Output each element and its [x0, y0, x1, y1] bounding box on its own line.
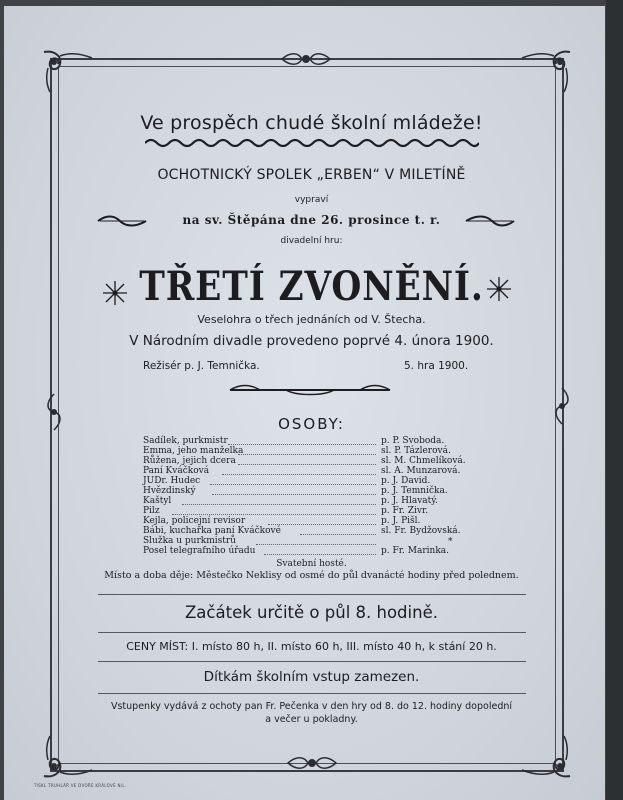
dotted-leader [238, 464, 376, 465]
role-name: Kaštyl [143, 496, 172, 506]
play-label: divadelní hru: [280, 236, 343, 246]
corner-ornament-icon [518, 734, 574, 780]
scroll-divider-icon [226, 382, 394, 398]
actor-name: sl. Fr. Bydžovská. [381, 526, 461, 536]
actor-name: * [448, 537, 453, 547]
bottom-center-ornament-icon [284, 754, 340, 772]
actor-name: p. Fr. Zivr. [381, 506, 429, 516]
divider-line [98, 693, 526, 694]
actor-name: sl. P. Tázlerová. [381, 446, 451, 456]
corner-ornament-icon [40, 734, 96, 780]
actor-name: p. Fr. Marinka. [381, 546, 450, 556]
role-name: Kejla, policejní revisor [143, 516, 246, 526]
cast-heading: OSOBY: [278, 415, 345, 433]
presents-label: vypraví [294, 195, 329, 205]
dotted-leader [172, 514, 376, 515]
start-time: Začátek určitě o půl 8. hodině. [185, 603, 438, 622]
actor-name: p. J. David. [381, 476, 431, 486]
role-name: Služka u purkmistrů [143, 536, 236, 546]
actor-name: p. P. Svoboda. [381, 436, 445, 446]
role-name: Emma, jeho manželka [143, 446, 244, 456]
role-name: Bábi, kuchařka paní Kváčkové [143, 526, 281, 536]
play-subtitle: Veselohra o třech jednáních od V. Štecha. [197, 313, 426, 326]
dotted-leader [210, 484, 376, 485]
dotted-leader [264, 554, 376, 555]
role-name: Pilz [143, 506, 160, 516]
guests-note: Svatební hosté. [276, 559, 347, 569]
dotted-leader [268, 524, 376, 525]
divider-line [98, 632, 526, 633]
actor-name: sl. M. Chmelíková. [381, 456, 466, 466]
printer-imprint: TISKL TRUHLÁŘ VE DVOŘE KRÁLOVÉ N/L. [34, 783, 127, 788]
actor-name: p. J. Temnička. [381, 486, 448, 496]
dotted-leader [182, 504, 376, 505]
actor-name: sl. A. Munzarová. [381, 466, 461, 476]
tickets-info-line-2: a večer u pokladny. [265, 714, 358, 725]
tickets-info-line-1: Vstupenky vydává z ochoty pan Fr. Pečenka v den hry od 8. do 12. hodiny dopolední [110, 701, 513, 712]
premiere-note: V Národním divadle provedeno poprvé 4. února 1900. [129, 333, 494, 349]
actor-name: p. J. Pišl. [381, 516, 421, 526]
dotted-leader [300, 534, 376, 535]
role-name: Růžena, jejich dcera [143, 456, 236, 466]
dotted-leader [228, 444, 376, 445]
play-number: 5. hra 1900. [404, 360, 469, 372]
corner-ornament-icon [518, 48, 574, 94]
ticket-prices: CENY MÍST: I. místo 80 h, II. místo 60 h, III. místo 40 h, k stání 20 h. [126, 640, 497, 653]
play-title: TŘETÍ ZVONĚNÍ. [139, 263, 484, 310]
top-center-ornament-icon [278, 50, 334, 68]
role-name: Sadílek, purkmistr [143, 436, 228, 446]
director: Režisér p. J. Temnička. [143, 360, 260, 372]
role-name: Posel telegrafního úřadu [143, 546, 256, 556]
dotted-leader [256, 544, 376, 545]
actor-name: p. J. Hlavatý. [381, 496, 439, 506]
society-name: OCHOTNICKÝ SPOLEK „ERBEN“ V MILETÍNĚ [157, 167, 466, 183]
date-line: na sv. Štěpána dne 26. prosince t. r. [182, 213, 441, 227]
setting-note: Místo a doba děje: Městečko Neklisy od osmé do půl dvanácté hodiny před polednem. [104, 570, 519, 581]
children-notice: Dítkám školním vstup zamezen. [203, 669, 420, 685]
role-name: Hvězdinský [143, 486, 196, 496]
dotted-leader [212, 494, 376, 495]
divider-line [98, 594, 526, 595]
divider-line [98, 661, 526, 662]
dotted-leader [222, 474, 376, 475]
corner-ornament-icon [40, 48, 96, 94]
motto: Ve prospěch chudé školní mládeže! [140, 112, 483, 134]
wavy-divider [145, 136, 479, 150]
dotted-leader [238, 454, 376, 455]
star-ornament-icon [486, 276, 512, 302]
right-scroll-ornament-icon [464, 214, 516, 228]
role-name: JUDr. Hudec [143, 476, 201, 486]
role-name: Paní Kváčková [143, 466, 210, 476]
